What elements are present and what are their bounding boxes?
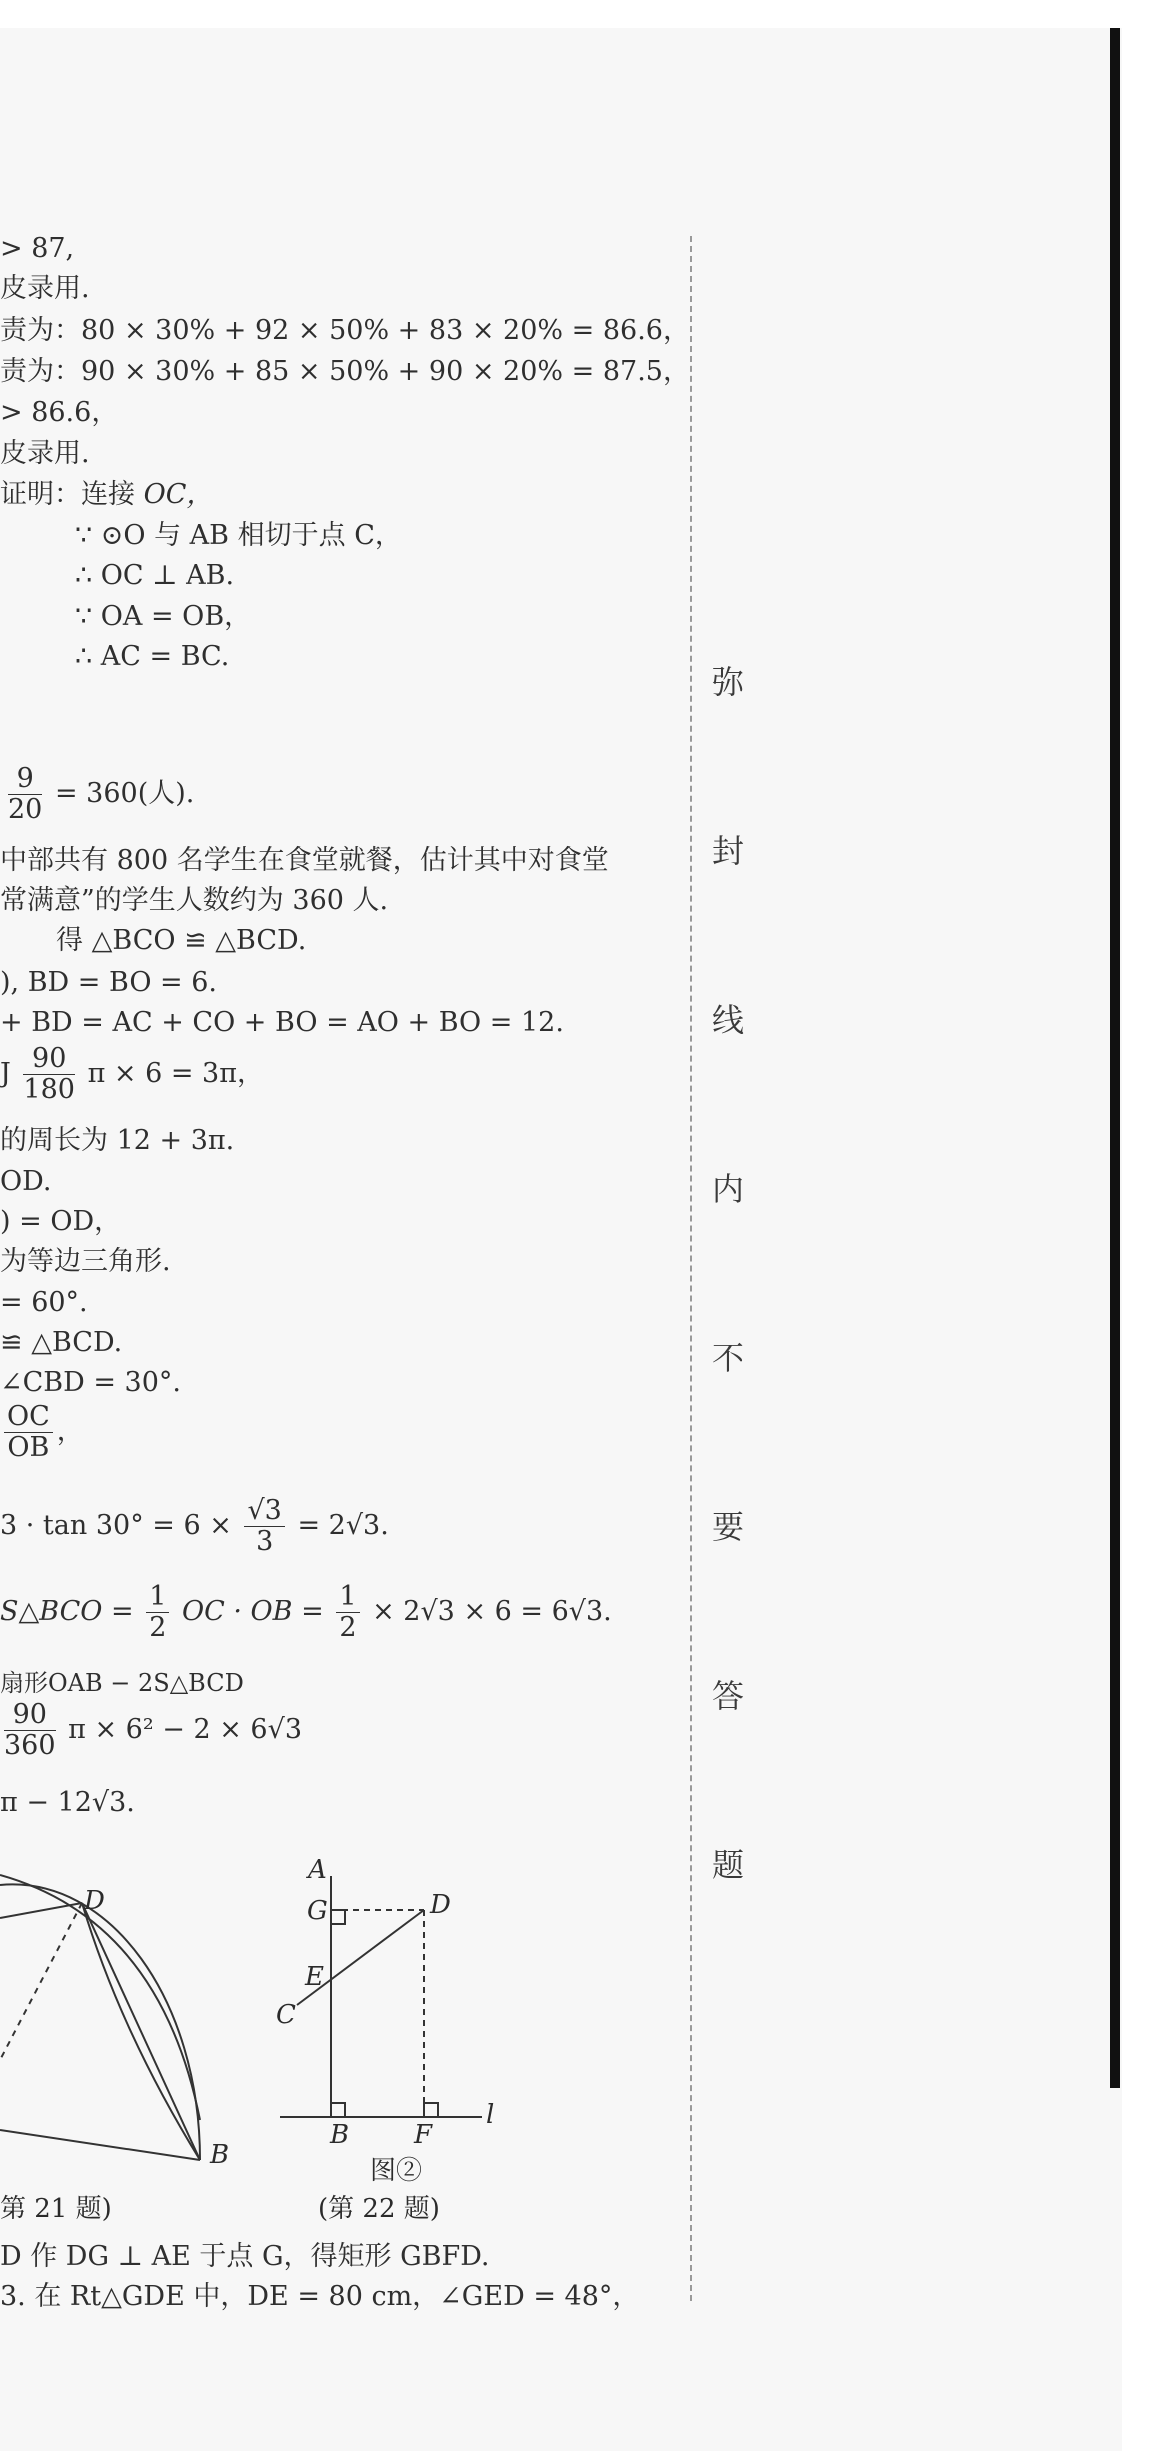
expression: = 2√3. bbox=[297, 1510, 389, 1541]
proof-lead: 证明：连接 bbox=[0, 479, 144, 510]
point-label-G: G bbox=[307, 1896, 328, 1926]
proof-step: ∴ AC = BC. bbox=[75, 641, 230, 672]
seal-char: 弥 bbox=[712, 663, 745, 701]
seal-char: 线 bbox=[712, 1001, 745, 1039]
fraction-numerator: √3 bbox=[244, 1496, 284, 1527]
seal-char: 封 bbox=[712, 832, 745, 870]
fraction-numerator: OC bbox=[4, 1402, 53, 1433]
expression: J bbox=[0, 1058, 11, 1089]
fraction-numerator: 1 bbox=[336, 1582, 359, 1613]
expression: π × 6² − 2 × 6√3 bbox=[68, 1714, 302, 1745]
seal-char: 要 bbox=[712, 1508, 745, 1546]
right-angle-F bbox=[424, 2103, 438, 2117]
fraction-numerator: 90 bbox=[4, 1700, 56, 1731]
point-label-B: B bbox=[210, 2140, 230, 2170]
point-label-C: C bbox=[276, 2000, 296, 2030]
solution-line: 得 △BCO ≌ △BCD. bbox=[56, 925, 307, 956]
seal-dashed-line bbox=[690, 236, 692, 2301]
seal-char: 题 bbox=[712, 1846, 745, 1884]
solution-line: ≌ △BCD. bbox=[0, 1327, 123, 1358]
fraction-denominator: 180 bbox=[23, 1074, 75, 1105]
segment-toB bbox=[0, 2130, 200, 2160]
expression: = 360(人). bbox=[54, 778, 195, 809]
fraction-denominator: 360 bbox=[4, 1730, 56, 1761]
solution-line: > 87, bbox=[0, 233, 75, 264]
solution-line: 中部共有 800 名学生在食堂就餐，估计其中对食堂 bbox=[0, 845, 609, 876]
solution-line: 常满意”的学生人数约为 360 人. bbox=[0, 885, 389, 916]
fraction-numerator: 9 bbox=[8, 764, 42, 795]
point-label-F: F bbox=[414, 2120, 433, 2150]
figure-22-sublabel: 图② bbox=[370, 2156, 423, 2186]
seal-char: 内 bbox=[712, 1170, 745, 1208]
solution-line: D 作 DG ⊥ AE 于点 G，得矩形 GBFD. bbox=[0, 2241, 490, 2272]
solution-line: 3. 在 Rt△GDE 中，DE = 80 cm，∠GED = 48°， bbox=[0, 2281, 640, 2312]
expression: ， bbox=[56, 1416, 84, 1447]
expression: S△BCO = bbox=[0, 1596, 134, 1627]
solution-line: π − 12√3. bbox=[0, 1787, 135, 1818]
proof-step: ∵ ⊙O 与 AB 相切于点 C， bbox=[75, 520, 402, 551]
right-angle-G bbox=[331, 1910, 345, 1924]
segment-dashed bbox=[0, 1903, 82, 2060]
solution-line: ), BD = BO = 6. bbox=[0, 967, 218, 998]
right-angle-B bbox=[331, 2103, 345, 2117]
proof-lead-math: OC， bbox=[143, 479, 214, 510]
fraction-denominator: 2 bbox=[339, 1612, 357, 1643]
solution-line: 的周长为 12 + 3π. bbox=[0, 1125, 235, 1156]
point-label-B: B bbox=[330, 2120, 350, 2150]
expression: OC · OB = bbox=[181, 1596, 324, 1627]
fraction-numerator: 90 bbox=[23, 1044, 75, 1075]
point-label-A: A bbox=[308, 1855, 327, 1885]
figure-22-caption: (第 22 题) bbox=[318, 2194, 440, 2224]
fraction-denominator: 20 bbox=[8, 794, 43, 825]
solution-line: OD. bbox=[0, 1166, 52, 1197]
point-label-E: E bbox=[305, 1962, 324, 1992]
expression: π × 6 = 3π， bbox=[87, 1058, 264, 1089]
point-label-D: D bbox=[430, 1890, 451, 1920]
solution-line: = 60°. bbox=[0, 1287, 88, 1318]
figure-21-caption: 第 21 题) bbox=[0, 2194, 112, 2224]
fraction-denominator: OB bbox=[7, 1432, 50, 1463]
expression: 3 · tan 30° = 6 × bbox=[0, 1510, 232, 1541]
solution-line: ∠CBD = 30°. bbox=[0, 1367, 181, 1398]
proof-step: ∴ OC ⊥ AB. bbox=[75, 560, 235, 591]
solution-line: + BD = AC + CO + BO = AO + BO = 12. bbox=[0, 1007, 564, 1038]
solution-line: 皮录用. bbox=[0, 273, 90, 304]
solution-line: > 86.6， bbox=[0, 397, 119, 428]
seal-char: 不 bbox=[712, 1339, 745, 1377]
segment-OD bbox=[0, 1903, 82, 1918]
expression: × 2√3 × 6 = 6√3. bbox=[372, 1596, 612, 1627]
fraction-denominator: 3 bbox=[256, 1526, 274, 1557]
point-label-D: D bbox=[84, 1886, 105, 1916]
fraction-denominator: 2 bbox=[149, 1612, 167, 1643]
solution-line: 责为：90 × 30% + 85 × 50% + 90 × 20% = 87.5， bbox=[0, 356, 690, 387]
solution-line: 皮录用. bbox=[0, 438, 90, 469]
solution-line: 为等边三角形. bbox=[0, 1246, 171, 1277]
segment-DB bbox=[82, 1903, 200, 2160]
solution-line: 扇形OAB − 2S△BCD bbox=[0, 1669, 244, 1697]
fraction-numerator: 1 bbox=[146, 1582, 169, 1613]
proof-step: ∵ OA = OB， bbox=[75, 601, 252, 632]
line-label-l: l bbox=[486, 2100, 495, 2130]
solution-line: ) = OD， bbox=[0, 1206, 122, 1237]
figure-21 bbox=[0, 1875, 200, 2160]
solution-line: 责为：80 × 30% + 92 × 50% + 83 × 20% = 86.6， bbox=[0, 315, 690, 346]
seal-char: 答 bbox=[712, 1677, 745, 1715]
